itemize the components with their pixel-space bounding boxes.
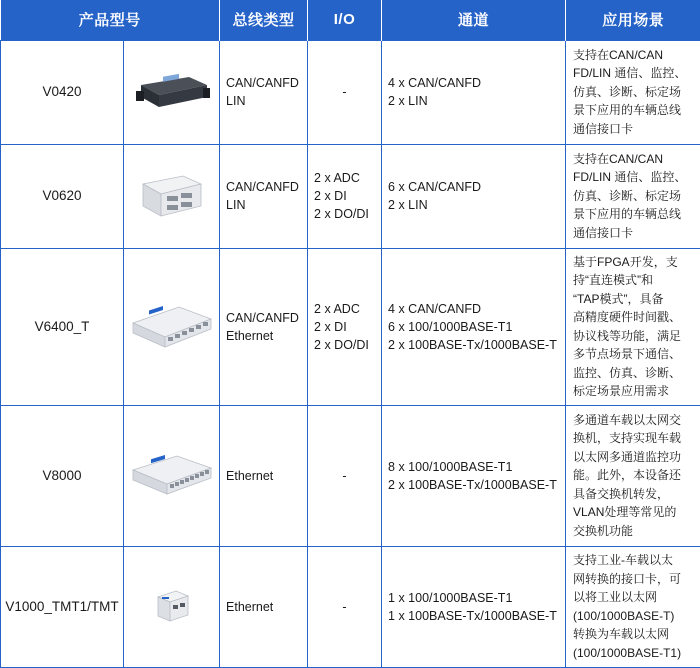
bus-type-cell: Ethernet xyxy=(220,405,308,546)
io-cell: - xyxy=(308,546,382,667)
channels-cell: 6 x CAN/CANFD 2 x LIN xyxy=(382,144,566,248)
model-cell: V1000_TMT1/TMT xyxy=(1,546,124,667)
table-header-row xyxy=(1,0,700,40)
table-row xyxy=(1,405,700,546)
table-row xyxy=(1,546,700,667)
io-cell: 2 x ADC 2 x DI 2 x DO/DI xyxy=(308,248,382,405)
bus-type-cell: CAN/CANFD LIN xyxy=(220,40,308,144)
bus-type-cell: Ethernet xyxy=(220,546,308,667)
header-model: 产品型号 xyxy=(1,0,220,40)
device-image-cell xyxy=(124,144,220,248)
table-row xyxy=(1,144,700,248)
table-row xyxy=(1,248,700,405)
io-cell: 2 x ADC 2 x DI 2 x DO/DI xyxy=(308,144,382,248)
white-ethernet-device-icon xyxy=(129,297,215,357)
io-cell: - xyxy=(308,405,382,546)
model-cell: V8000 xyxy=(1,405,124,546)
channels-cell: 4 x CAN/CANFD 2 x LIN xyxy=(382,40,566,144)
bus-type-cell: CAN/CANFD Ethernet xyxy=(220,248,308,405)
header-io: I/O xyxy=(308,0,382,40)
applications-cell: 支持在CAN/CAN FD/LIN 通信、监控、 仿真、诊断、标定场 景下应用的车辆总线 通信接口卡 xyxy=(566,144,700,248)
applications-cell: 多通道车载以太网交 换机，支持实现车载 以太网多通道监控功 能。此外，本设备还 具备交换机转发， VLAN处理等常见的 交换机功能 xyxy=(566,405,700,546)
bus-type-cell: CAN/CANFD LIN xyxy=(220,144,308,248)
header-channels: 通道 xyxy=(382,0,566,40)
channels-cell: 8 x 100/1000BASE-T1 2 x 100BASE-Tx/1000BASE-T xyxy=(382,405,566,546)
model-cell: V0420 xyxy=(1,40,124,144)
table-row xyxy=(1,40,700,144)
io-cell: - xyxy=(308,40,382,144)
header-applications: 应用场景 xyxy=(566,0,700,40)
dark-interface-box-icon xyxy=(133,71,211,113)
white-interface-box-icon xyxy=(137,170,207,222)
model-cell: V6400_T xyxy=(1,248,124,405)
channels-cell: 4 x CAN/CANFD 6 x 100/1000BASE-T1 2 x 100BASE-Tx/1000BASE-T xyxy=(382,248,566,405)
small-media-converter-icon xyxy=(152,587,192,627)
white-ethernet-switch-icon xyxy=(129,448,215,504)
channels-cell: 1 x 100/1000BASE-T1 1 x 100BASE-Tx/1000BASE-T xyxy=(382,546,566,667)
applications-cell: 基于FPGA开发，支 持“直连模式”和 “TAP模式”，具备 高精度硬件时间戳、 协议栈等功能，满足 多节点场景下通信、 监控、仿真、诊断、 标定场景应用需求 xyxy=(566,248,700,405)
device-image-cell xyxy=(124,248,220,405)
device-image-cell xyxy=(124,546,220,667)
device-image-cell xyxy=(124,405,220,546)
model-cell: V0620 xyxy=(1,144,124,248)
applications-cell: 支持在CAN/CAN FD/LIN 通信、监控、 仿真、诊断、标定场 景下应用的车辆总线 通信接口卡 xyxy=(566,40,700,144)
header-bus-type: 总线类型 xyxy=(220,0,308,40)
device-image-cell xyxy=(124,40,220,144)
applications-cell: 支持工业-车载以太 网转换的接口卡，可 以将工业以太网 (100/1000BASE-T) 转换为车载以太网 (100/1000BASE-T1) xyxy=(566,546,700,667)
